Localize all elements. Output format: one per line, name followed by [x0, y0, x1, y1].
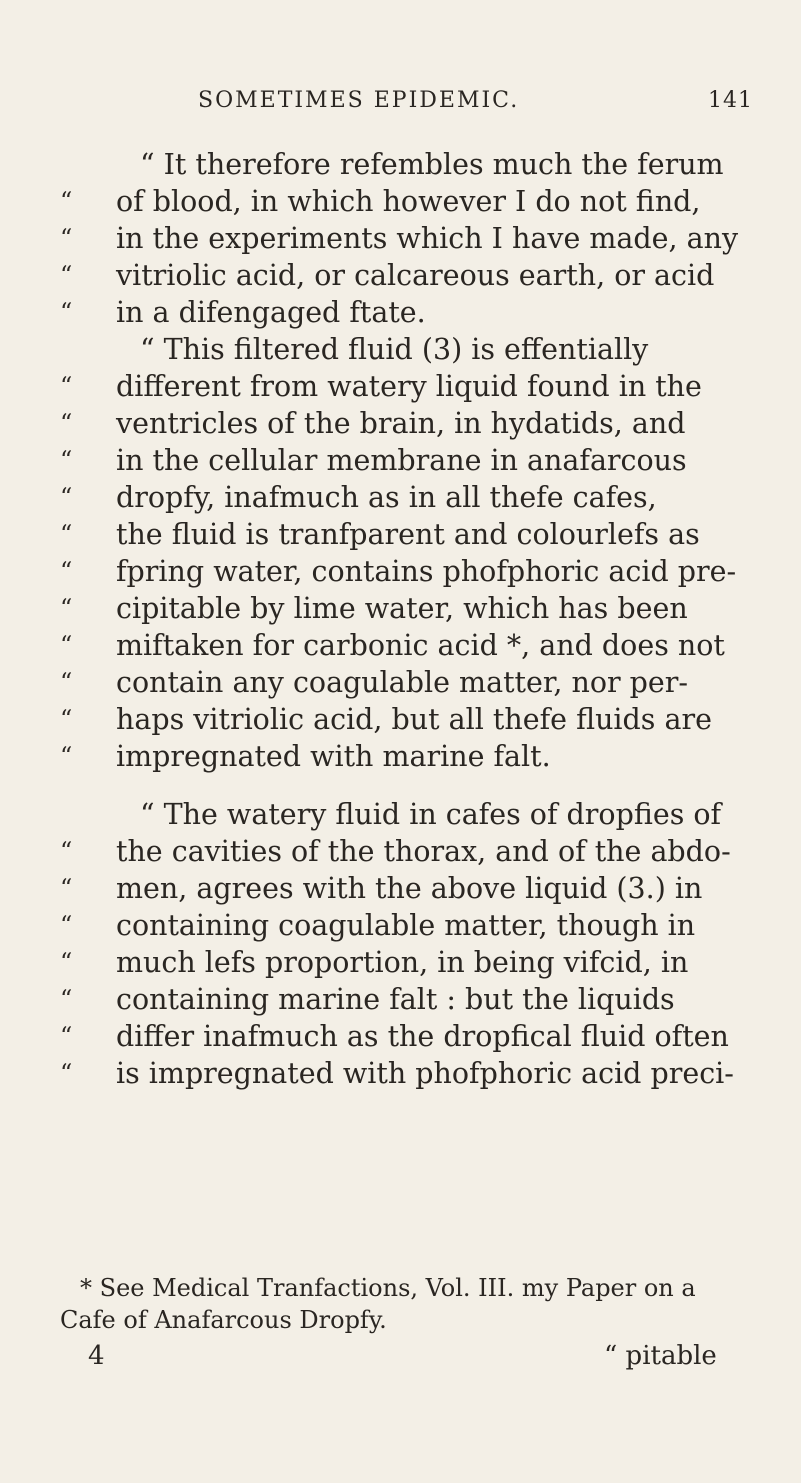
line-text: in the cellular membrane in anafarcous [116, 444, 687, 477]
line-text: ventricles of the brain, in hydatids, and [116, 407, 686, 440]
text-line [60, 627, 780, 664]
text-line [60, 442, 780, 479]
text-line [60, 664, 780, 701]
line-text: impregnated with marine falt. [116, 740, 551, 773]
text-line [60, 981, 780, 1018]
text-line [60, 907, 780, 944]
text-line [60, 1018, 780, 1055]
text-line [60, 1055, 780, 1092]
text-line [60, 146, 780, 183]
quote-mark: “ [60, 742, 73, 770]
footnote-line: Cafe of Anafarcous Dropfy. [60, 1306, 387, 1334]
quote-mark: “ [60, 668, 73, 696]
text-line [60, 590, 780, 627]
text-line [60, 738, 780, 775]
page-footer [0, 1341, 801, 1375]
line-text: much lefs proportion, in being vifcid, in [116, 946, 689, 979]
text-line [60, 796, 780, 833]
footnote-line: * See Medical Tranfactions, Vol. III. my Paper on a [80, 1274, 696, 1302]
quote-mark: “ [60, 446, 73, 474]
text-line [60, 870, 780, 907]
text-line [60, 553, 780, 590]
quote-mark: “ [60, 1059, 73, 1087]
text-line [60, 701, 780, 738]
text-line [60, 516, 780, 553]
text-line [60, 405, 780, 442]
footnote [60, 1272, 780, 1336]
line-text: “ This filtered fluid (3) is effentially [140, 333, 649, 366]
quote-mark: “ [60, 298, 73, 326]
line-text: dropfy, inafmuch as in all thefe cafes, [116, 481, 657, 514]
line-text: in a difengaged ftate. [116, 296, 426, 329]
quote-mark: “ [60, 372, 73, 400]
line-text: differ inafmuch as the dropfical fluid often [116, 1020, 729, 1053]
quote-mark: “ [60, 483, 73, 511]
text-line [60, 294, 780, 331]
text-line [60, 220, 780, 257]
text-line [60, 833, 780, 870]
text-line [60, 479, 780, 516]
quote-mark: “ [60, 837, 73, 865]
line-text: cipitable by lime water, which has been [116, 592, 688, 625]
quote-mark: “ [60, 187, 73, 215]
text-line [60, 331, 780, 368]
line-text: in the experiments which I have made, any [116, 222, 739, 255]
quote-mark: “ [60, 631, 73, 659]
line-text: the fluid is tranfparent and colourlefs as [116, 518, 700, 551]
line-text: contain any coagulable matter, nor per- [116, 666, 689, 699]
quote-mark: “ [60, 948, 73, 976]
line-text: “ The watery fluid in cafes of dropfies of [140, 798, 722, 831]
paragraph-gap [60, 775, 780, 796]
line-text: different from watery liquid found in the [116, 370, 702, 403]
line-text: men, agrees with the above liquid (3.) in [116, 872, 703, 905]
line-text: is impregnated with phofphoric acid preci- [116, 1057, 734, 1090]
quote-mark: “ [60, 874, 73, 902]
line-text: “ It therefore refembles much the ferum [140, 148, 724, 181]
line-text: vitriolic acid, or calcareous earth, or acid [116, 259, 715, 292]
signature-mark: 4 [88, 1341, 105, 1371]
text-line [60, 257, 780, 294]
line-text: fpring water, contains phofphoric acid pre- [116, 555, 737, 588]
quote-mark: “ [60, 1022, 73, 1050]
page-number: 141 [708, 88, 753, 113]
quote-mark: “ [60, 409, 73, 437]
quote-mark: “ [60, 705, 73, 733]
page-header [0, 88, 801, 116]
running-head: SOMETIMES EPIDEMIC. [198, 88, 520, 113]
quote-mark: “ [60, 594, 73, 622]
line-text: of blood, in which however I do not find, [116, 185, 701, 218]
text-line [60, 368, 780, 405]
quote-mark: “ [60, 261, 73, 289]
text-line [60, 944, 780, 981]
quote-mark: “ [60, 520, 73, 548]
line-text: containing coagulable matter, though in [116, 909, 696, 942]
quote-mark: “ [60, 911, 73, 939]
quote-mark: “ [60, 224, 73, 252]
body-text [60, 146, 780, 1092]
line-text: the cavities of the thorax, and of the abdo- [116, 835, 731, 868]
quote-mark: “ [60, 985, 73, 1013]
line-text: miftaken for carbonic acid *, and does not [116, 629, 725, 662]
line-text: haps vitriolic acid, but all thefe fluids are [116, 703, 712, 736]
quote-mark: “ [60, 557, 73, 585]
text-line [60, 183, 780, 220]
catchword: “ pitable [604, 1341, 717, 1371]
line-text: containing marine falt : but the liquids [116, 983, 675, 1016]
